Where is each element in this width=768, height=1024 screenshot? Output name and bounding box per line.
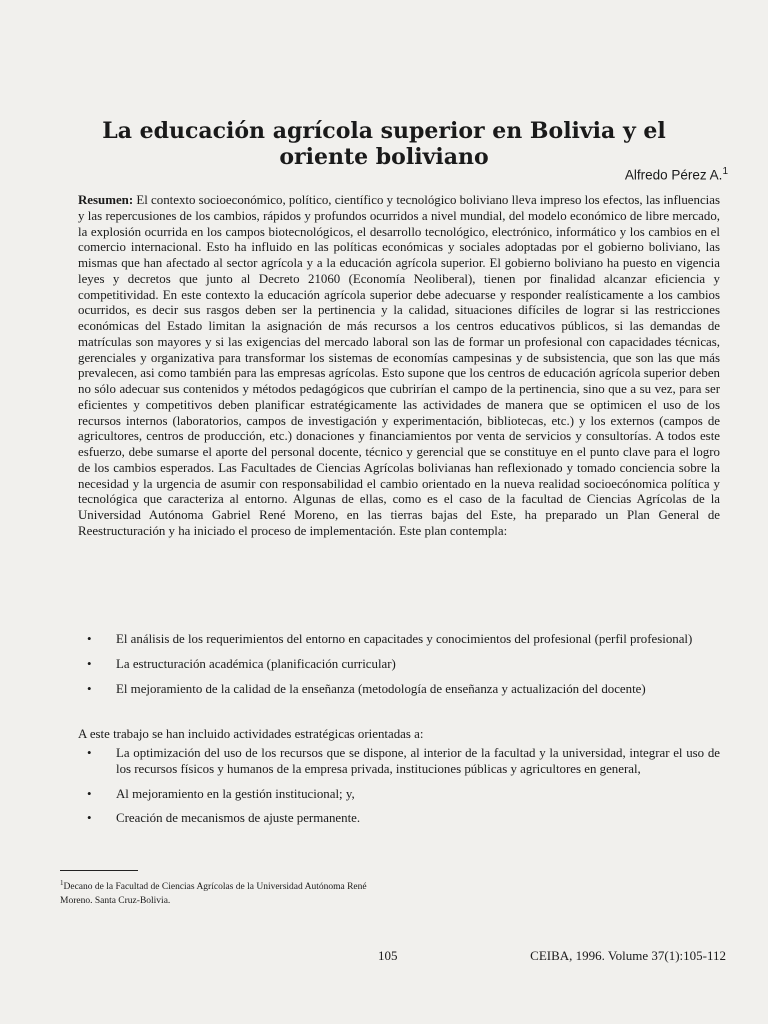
bullet-icon: • [87, 811, 92, 826]
plan-item [78, 632, 720, 648]
strategy-item [78, 811, 720, 827]
author-name: Alfredo Pérez A. [624, 167, 723, 183]
footnote-text: Decano de la Facultad de Ciencias Agrícolas de la Universidad Autónoma René Moreno. Santa Cruz-Bolivia. [60, 882, 367, 907]
plan-item [78, 682, 720, 698]
strategy-list [78, 746, 720, 836]
bullet-icon: • [87, 746, 92, 760]
footnote [60, 876, 390, 908]
bullet-icon: • [87, 681, 92, 696]
bullet-icon: • [87, 632, 92, 646]
strategy-item [78, 787, 720, 803]
strategy-item [78, 746, 720, 778]
strategies-intro: A este trabajo se han incluido actividades estratégicas orientadas a: [78, 727, 424, 741]
strategy-item-text: Al mejoramiento en la gestión institucional; y, [116, 786, 355, 801]
author-footnote-mark: 1 [722, 166, 728, 177]
abstract [78, 193, 720, 540]
page-number: 105 [378, 948, 398, 963]
bullet-icon: • [87, 786, 92, 801]
strategy-item-text: Creación de mecanismos de ajuste permanente. [116, 811, 361, 826]
plan-item [78, 657, 720, 673]
paper-title: La educación agrícola superior en Bolivia y el oriente boliviano [102, 118, 666, 170]
author-line [625, 166, 728, 183]
plan-item-text: El análisis de los requerimientos del entorno en capacitades y conocimientos del profesional (perfil profesional) [116, 632, 693, 646]
strategy-item-text: La optimización del uso de los recursos que se dispone, al interior de la facultad y la universidad, integrar el uso de los recursos físicos y humanos de la empresa privada, instituciones públicas y agricultores en general, [116, 746, 720, 776]
plan-item-text: La estructuración académica (planificación curricular) [116, 656, 396, 671]
plan-list [78, 632, 720, 706]
plan-item-text: El mejoramiento de la calidad de la enseñanza (metodología de enseñanza y actualización del docente) [116, 681, 646, 696]
footnote-mark: 1 [60, 879, 64, 887]
abstract-label: Resumen: [78, 193, 134, 207]
abstract-text: El contexto socioeconómico, político, científico y tecnológico boliviano lleva impreso los efectos, las influencias y las repercusiones de los cambios, rápidos y profundos ocurridos a nivel mundial, del modelo económico de libre mercado, la explosión ocurrida en los campos biotecnológicos, el desarrollo tecnológico, electrónico, informático y los cambios en el comercio internacional. Esto ha influido en las políticas económicas y sociales adoptadas por el gobierno boliviano, las mismas que han afectado al sector agrícola y a la educación agrícola superior. El gobierno boliviano ha puesto en vigencia leyes y decretos que junto al Decreto 21060 (Economía Neoliberal), tienen por finalidad alcanzar eficiencia y competitividad. En este contexto la educación agrícola superior debe adecuarse y responder realísticamente a los cambios ocurridos, es decir sus rasgos deben ser la pertinencia y la calidad, situaciones difíciles de lograr si las restricciones económicas del Estado limitan la asignación de más recursos a los centros educativos públicos, si las demandas de matrículas son mayores y si las exigencias del mercado laboral son las de formar un profesional con capacidades técnicas, gerenciales y organizativa para transformar los sistemas de economías campesinas y de subsistencia, que son las que más prevalecen, asi como también para las empresas agrícolas. Esto supone que los centros de educación agrícola superior deben no sólo adecuar sus contenidos y métodos pedagógicos que cubrirían el campo de la pertinencia, sino que a su vez, para ser eficientes y competitivos deben planificar estratégicamente las actividades de manera que se optimicen el uso de los recursos internos (laboratorios, campos de investigación y experimentación, bibliotecas, etc.) y los externos (campos de agricultores, centros de producción, etc.) donaciones y financiamientos por venta de servicios y consultorías. A todos este esfuerzo, debe sumarse el aporte del personal docente, técnico y gerencial que se constituye en el punto clave para el logro de los cambios esperados. Las Facultades de Ciencias Agrícolas bolivianas han reflexionado y tomado conciencia sobre la necesidad y la urgencia de asumir con responsabilidad el cambio orientado en la nueva realidad socioecónomica política y tecnológica que caracteriza al entorno. Algunas de ellas, como es el caso de la facultad de Ciencias Agrícolas de la Universidad Autónoma Gabriel René Moreno, en las tierras bajas del Este, ha preparado un Plan General de Reestructuración y ha iniciado el proceso de implementación. Este plan contempla: [78, 193, 720, 538]
footnote-divider [60, 870, 138, 871]
bullet-icon: • [87, 656, 92, 671]
journal-citation: CEIBA, 1996. Volume 37(1):105-112 [530, 948, 726, 963]
